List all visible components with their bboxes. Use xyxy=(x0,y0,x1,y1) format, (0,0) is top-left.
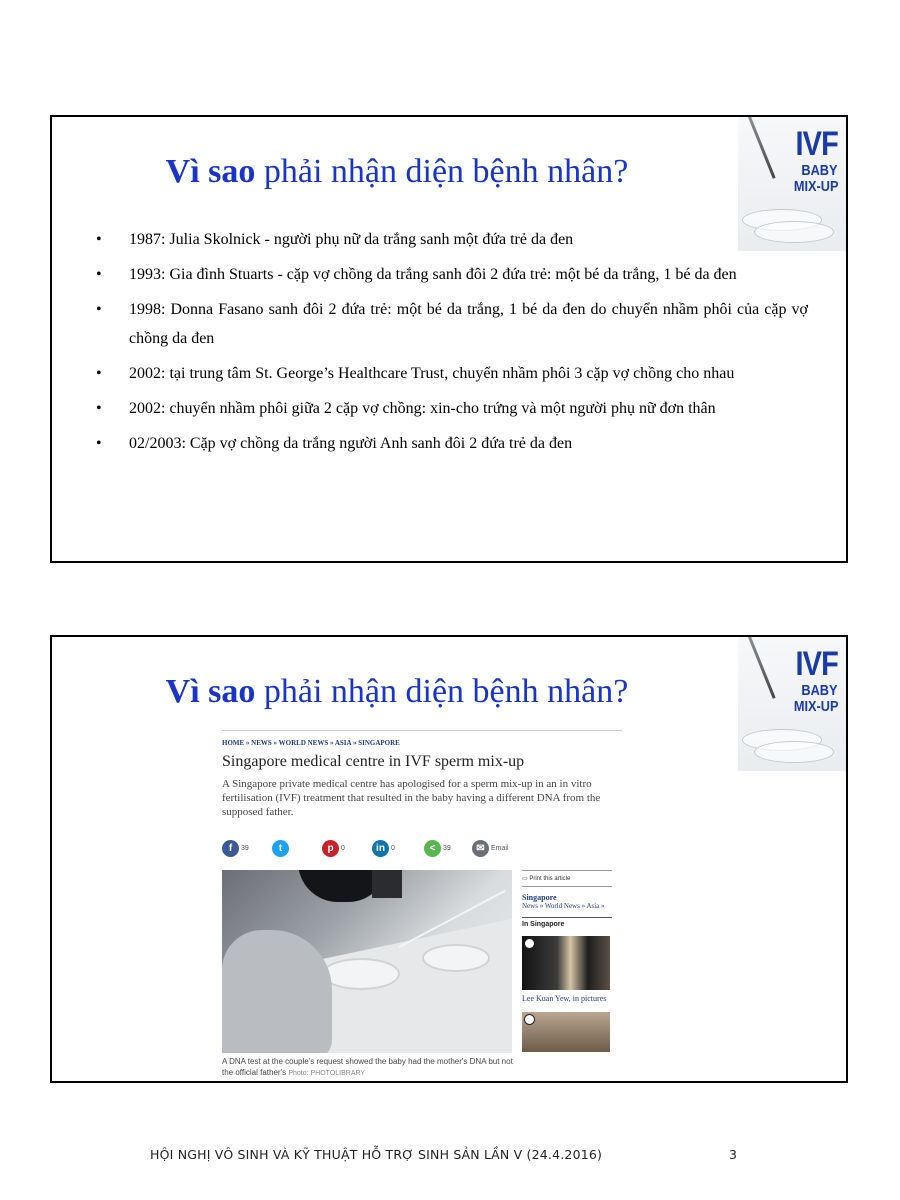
bullet-icon: • xyxy=(96,400,102,417)
list-item: • 02/2003: Cặp vợ chồng da trắng người Anh sanh đôi 2 đứa trẻ da đen xyxy=(96,429,808,458)
ivf-lab-photo xyxy=(222,870,512,1053)
section-link[interactable]: Singapore xyxy=(522,893,557,902)
share-bar xyxy=(222,840,522,860)
logo-baby-text: BABY xyxy=(801,162,838,179)
title-rest: phải nhận diện bệnh nhân? xyxy=(255,153,629,190)
article-headline: Singapore medical centre in IVF sperm mix-up xyxy=(222,753,525,770)
story-thumbnail[interactable] xyxy=(522,1012,610,1052)
gallery-icon xyxy=(524,1014,535,1025)
slide-1 xyxy=(50,115,848,563)
article-sidebar xyxy=(522,870,612,1052)
history-bullet-list xyxy=(96,225,808,464)
print-article-link[interactable]: ▭ Print this article xyxy=(522,870,612,887)
slide-2 xyxy=(50,635,848,1083)
pipette-icon xyxy=(748,636,776,698)
ivf-baby-mixup-logo xyxy=(738,637,846,771)
title-bold: Vì sao xyxy=(165,153,256,190)
page-number: 3 xyxy=(729,1147,737,1162)
bullet-icon: • xyxy=(96,301,102,318)
bullet-icon: • xyxy=(96,231,102,248)
bullet-icon: • xyxy=(96,365,102,382)
photo-credit: Photo: PHOTOLIBRARY xyxy=(288,1070,366,1077)
photo-caption: A DNA test at the couple's request showed the baby had the mother's DNA but not the official father's Photo: PHOTOLIBRARY xyxy=(222,1057,513,1077)
article-standfirst: A Singapore private medical centre has apologised for a sperm mix-up in an in vitro fertilisation (IVF) treatment that resulted in the baby having a different DNA from the supposed father. xyxy=(222,778,601,818)
title-bold: Vì sao xyxy=(165,673,256,710)
petri-dish-icon xyxy=(422,944,490,972)
linkedin-share-button[interactable]: in 0 xyxy=(372,840,395,857)
conference-footer: HỘI NGHỊ VÔ SINH VÀ KỸ THUẬT HỖ TRỢ SINH SẢN LẦN V (24.4.2016) xyxy=(150,1147,603,1162)
printer-icon: ▭ xyxy=(522,876,528,882)
logo-ivf-text: IVF xyxy=(795,645,838,683)
story-thumbnail[interactable] xyxy=(522,936,610,990)
email-icon: ✉ xyxy=(472,840,489,857)
logo-mixup-text: MIX-UP xyxy=(793,178,838,195)
breadcrumb[interactable]: HOME » NEWS » WORLD NEWS » ASIA » SINGAPORE xyxy=(222,730,622,747)
facebook-share-button[interactable]: f 39 xyxy=(222,840,249,857)
list-item: • 1998: Donna Fasano sanh đôi 2 đứa trẻ: một bé da trắng, 1 bé da đen do chuyển nhầm phôi của cặp vợ chồng da đen xyxy=(96,295,808,353)
gloved-hand-icon xyxy=(222,930,332,1053)
twitter-icon: t xyxy=(272,840,289,857)
pinterest-icon: p xyxy=(322,840,339,857)
generic-share-button[interactable]: < 39 xyxy=(424,840,451,857)
petri-dish-icon xyxy=(754,741,834,763)
pipette-icon xyxy=(748,116,776,178)
slide-title xyxy=(52,153,742,191)
pinterest-share-button[interactable]: p 0 xyxy=(322,840,345,857)
facebook-icon: f xyxy=(222,840,239,857)
share-icon: < xyxy=(424,840,441,857)
email-share-button[interactable]: ✉ Email xyxy=(472,840,509,857)
list-item: • 2002: chuyển nhầm phôi giữa 2 cặp vợ chồng: xin-cho trứng và một người phụ nữ đơn thân xyxy=(96,394,808,423)
section-sublinks[interactable]: News » World News » Asia » xyxy=(522,902,605,910)
twitter-share-button[interactable] xyxy=(272,840,291,857)
slide-title xyxy=(52,673,742,711)
list-item: • 2002: tại trung tâm St. George’s Healthcare Trust, chuyển nhầm phôi 3 cặp vợ chồng cho nhau xyxy=(96,359,808,388)
bullet-icon: • xyxy=(96,435,102,452)
logo-ivf-text: IVF xyxy=(795,125,838,163)
in-section-heading: In Singapore xyxy=(522,917,612,928)
story-link[interactable]: Lee Kuan Yew, in pictures xyxy=(522,994,607,1003)
bullet-icon: • xyxy=(96,266,102,283)
list-item: • 1993: Gia đình Stuarts - cặp vợ chồng da trắng sanh đôi 2 đứa trẻ: một bé da trắng, 1 bé da đen xyxy=(96,260,808,289)
logo-mixup-text: MIX-UP xyxy=(793,698,838,715)
news-article-screenshot xyxy=(222,730,622,1083)
logo-baby-text: BABY xyxy=(801,682,838,699)
gallery-icon xyxy=(524,938,535,949)
linkedin-icon: in xyxy=(372,840,389,857)
title-rest: phải nhận diện bệnh nhân? xyxy=(255,673,629,710)
petri-dish-icon xyxy=(322,958,400,990)
list-item: • 1987: Julia Skolnick - người phụ nữ da trắng sanh một đứa trẻ da đen xyxy=(96,225,808,254)
